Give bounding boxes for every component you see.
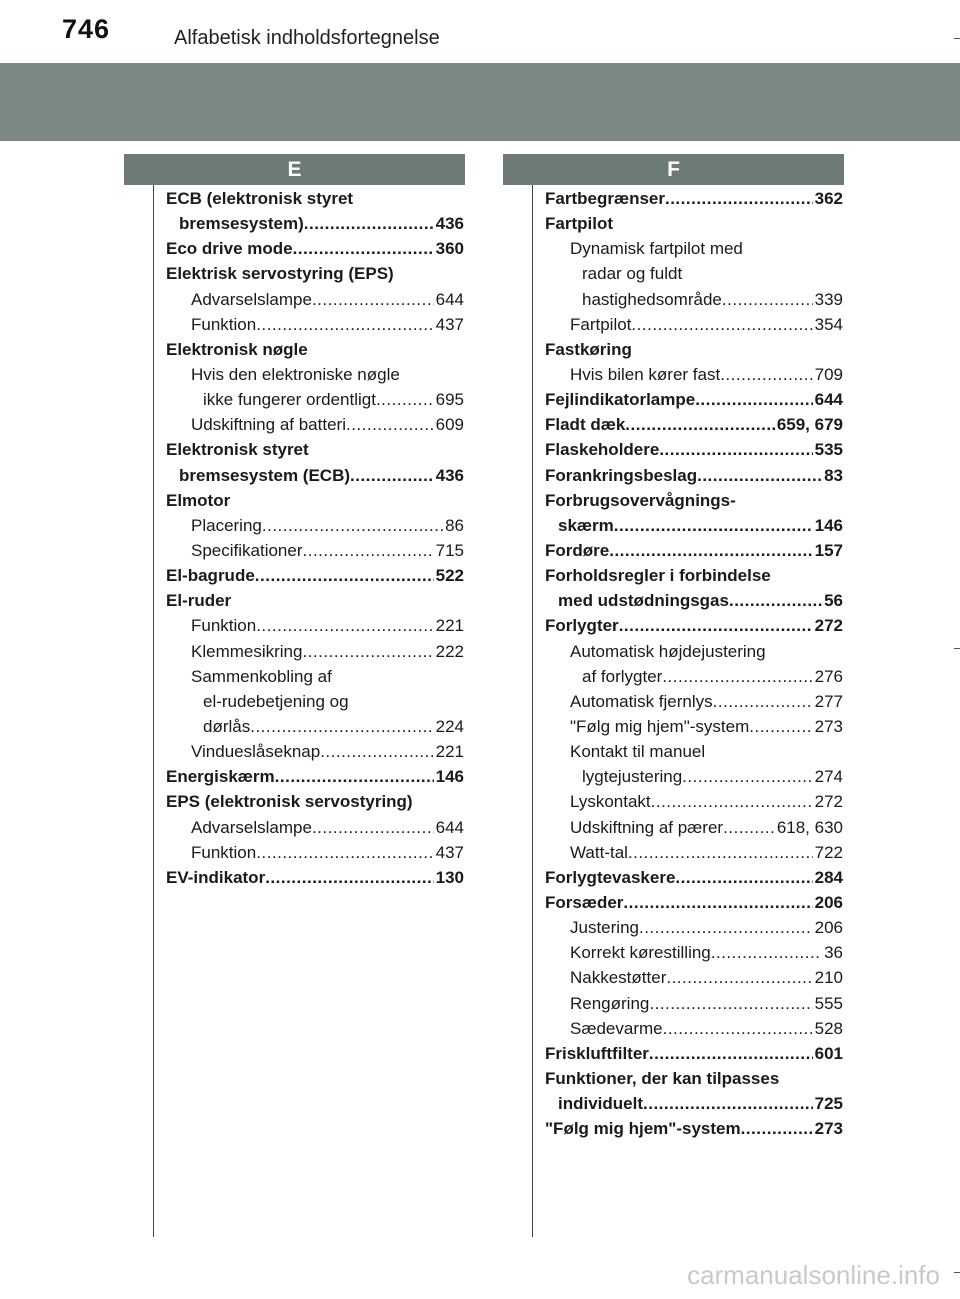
index-page-number: 436 (435, 465, 464, 485)
index-entry-text: radar og fuldt (582, 264, 683, 284)
dot-leader (663, 1016, 813, 1041)
dot-leader (695, 387, 812, 412)
index-entry (545, 689, 843, 714)
index-entry (545, 965, 843, 990)
dot-leader (666, 965, 812, 990)
index-entry-text: Fordøre (545, 540, 610, 560)
index-page-number: 722 (814, 842, 843, 862)
index-entry (545, 789, 843, 814)
index-entry-text: Vindueslåseknap (191, 742, 321, 762)
dot-leader (614, 513, 813, 538)
index-entry (545, 538, 843, 563)
dot-leader (255, 563, 434, 588)
watermark: carmanualsonline.info (687, 1260, 940, 1290)
index-entry (545, 1116, 843, 1141)
index-entry-text: Fartbegrænser (545, 189, 665, 208)
index-entry (545, 915, 843, 940)
index-entry-text: Watt-tal (570, 842, 628, 862)
index-entry-text: Placering (191, 515, 262, 535)
index-entry (545, 815, 843, 840)
index-page-number: 522 (435, 566, 464, 586)
index-entry-text: Funktion (191, 314, 257, 334)
index-entry (545, 337, 843, 362)
index-entry-text: "Følg mig hjem"-system (570, 716, 750, 736)
index-entry (545, 1016, 843, 1041)
index-entry-text: Klemmesikring (191, 641, 303, 661)
dot-leader (256, 613, 433, 638)
index-entry (545, 437, 843, 462)
dot-leader (625, 412, 775, 437)
index-entry (545, 714, 843, 739)
index-entry (545, 940, 843, 965)
page-header (0, 0, 960, 60)
index-entry (166, 513, 464, 538)
index-page-number: 221 (435, 742, 464, 762)
index-entry (166, 463, 464, 488)
index-entry-text: ECB (elektronisk styret (166, 189, 354, 208)
index-entry (545, 1041, 843, 1066)
index-entry-text: lygtejustering (582, 767, 683, 787)
index-page-number: 146 (814, 515, 843, 535)
section-header-f: F (503, 154, 844, 185)
index-entry (545, 991, 843, 1016)
index-page-number: 436 (435, 214, 464, 234)
index-entry (545, 664, 843, 689)
dot-leader (722, 287, 813, 312)
index-entry (166, 764, 464, 789)
index-entry-text: Funktioner, der kan tilpasses (545, 1068, 780, 1088)
index-entry-text: "Følg mig hjem"-system (545, 1119, 741, 1139)
index-page-number: 339 (814, 289, 843, 309)
index-entry (166, 613, 464, 638)
index-entry (545, 312, 843, 337)
dot-leader (662, 664, 812, 689)
index-entry-text: skærm (558, 515, 614, 535)
index-page-number: 695 (435, 390, 464, 410)
index-page-number: 535 (814, 440, 843, 460)
index-entry (166, 236, 464, 261)
index-entry-text: Fartpilot (545, 214, 613, 234)
index-entry (166, 488, 464, 513)
index-page-number: 274 (814, 767, 843, 787)
index-entry-text: Fastkøring (545, 339, 632, 359)
dot-leader (665, 186, 813, 211)
index-entry (166, 639, 464, 664)
dot-leader (713, 689, 813, 714)
index-page-number: 206 (814, 892, 843, 912)
dot-leader (643, 1091, 813, 1116)
index-page-number: 715 (435, 540, 464, 560)
index-entry-text: Elmotor (166, 490, 231, 510)
index-entry-text: Elektronisk styret (166, 440, 309, 460)
index-entry (166, 714, 464, 739)
index-page-number: 601 (814, 1043, 843, 1063)
dot-leader (711, 940, 822, 965)
index-entry-text: Korrekt kørestilling (570, 943, 711, 963)
dot-leader (256, 840, 433, 865)
index-entry-text: Automatisk højdejustering (570, 641, 766, 661)
index-entry (166, 739, 464, 764)
dot-leader (720, 362, 812, 387)
index-entry-text: Fladt dæk (545, 415, 626, 435)
index-entry-text: Funktion (191, 842, 257, 862)
index-page-number: 273 (814, 1119, 843, 1139)
dot-leader (250, 714, 433, 739)
crop-mark (954, 648, 960, 649)
index-entry (545, 764, 843, 789)
dot-leader (346, 412, 434, 437)
index-entry-text: individuelt (558, 1094, 643, 1114)
dot-leader (628, 840, 813, 865)
page-number: 746 (62, 14, 111, 44)
index-page-number: 273 (814, 716, 843, 736)
index-entry-text: Energiskærm (166, 767, 275, 787)
dot-leader (312, 815, 434, 840)
index-entry-text: el-rudebetjening og (203, 691, 349, 711)
index-entry (545, 639, 843, 664)
index-entry (545, 287, 843, 312)
index-entry-text: Rengøring (570, 993, 650, 1013)
index-page-number: 618, 630 (776, 817, 843, 837)
index-page-number: 362 (814, 189, 843, 208)
index-entry (545, 211, 843, 236)
index-entry (166, 412, 464, 437)
dot-leader (675, 865, 812, 890)
index-page-number: 130 (435, 867, 464, 887)
dot-leader (682, 764, 812, 789)
crop-mark (954, 1272, 960, 1273)
page-title: Alfabetisk indholdsfortegnelse (174, 27, 440, 49)
index-entry (545, 488, 843, 513)
index-page-number: 276 (814, 666, 843, 686)
dot-leader (631, 312, 812, 337)
index-entry-text: Lyskontakt (570, 792, 651, 812)
index-entry-text: Udskiftning af pærer (570, 817, 724, 837)
index-page-number: 157 (814, 540, 843, 560)
index-entry-text: Advarselslampe (191, 817, 312, 837)
index-entry (545, 362, 843, 387)
index-entry-text: Sædevarme (570, 1018, 663, 1038)
column-divider-f (532, 185, 533, 1237)
index-column-e (166, 186, 464, 890)
index-entry (545, 1066, 843, 1091)
index-entry (545, 412, 843, 437)
index-page-number: 221 (435, 616, 464, 636)
index-entry-text: Sammenkobling af (191, 666, 332, 686)
index-entry (545, 236, 843, 261)
index-entry (545, 1091, 843, 1116)
index-page-number: 210 (814, 968, 843, 988)
section-header-e: E (124, 154, 465, 185)
index-entry-text: Kontakt til manuel (570, 742, 706, 762)
index-page-number: 437 (435, 314, 464, 334)
index-entry (166, 865, 464, 890)
index-page-number: 277 (814, 691, 843, 711)
dot-leader (649, 991, 812, 1016)
index-page-number: 354 (814, 314, 843, 334)
index-page-number: 272 (814, 616, 843, 636)
dot-leader (350, 463, 434, 488)
index-entry (166, 563, 464, 588)
index-entry-text: Forlygter (545, 616, 619, 636)
dot-leader (609, 538, 812, 563)
dot-leader (256, 312, 433, 337)
index-entry-text: Forlygtevaskere (545, 867, 676, 887)
dot-leader (312, 287, 434, 312)
dot-leader (729, 588, 822, 613)
index-entry-text: dørlås (203, 716, 251, 736)
index-page-number: 86 (445, 515, 464, 535)
index-entry-text: Forsæder (545, 892, 624, 912)
index-page-number: 284 (814, 867, 843, 887)
index-entry (545, 261, 843, 286)
index-entry-text: Automatisk fjernlys (570, 691, 713, 711)
dot-leader (320, 739, 433, 764)
index-entry (166, 287, 464, 312)
index-entry-text: af forlygter (582, 666, 663, 686)
index-entry-text: Friskluftfilter (545, 1043, 649, 1063)
index-entry-text: Funktion (191, 616, 257, 636)
index-entry-text: bremsesystem (ECB) (179, 465, 351, 485)
index-entry (545, 890, 843, 915)
dot-leader (265, 865, 433, 890)
index-entry (166, 186, 464, 211)
index-entry-text: Justering (570, 918, 639, 938)
index-entry-text: Elektronisk nøgle (166, 339, 308, 359)
dot-leader (659, 437, 812, 462)
index-entry-text: Udskiftning af batteri (191, 415, 346, 435)
index-page-number: 659, 679 (776, 415, 843, 435)
dot-leader (723, 815, 775, 840)
index-entry (545, 865, 843, 890)
index-page-number: 222 (435, 641, 464, 661)
index-entry-text: Advarselslampe (191, 289, 312, 309)
header-band (0, 63, 960, 141)
index-entry (166, 211, 464, 236)
index-entry-text: Flaskeholdere (545, 440, 660, 460)
index-entry-text: Forbrugsovervågnings- (545, 490, 736, 510)
dot-leader (639, 915, 813, 940)
dot-leader (275, 764, 434, 789)
index-entry (545, 563, 843, 588)
index-entry (166, 261, 464, 286)
index-page-number: 360 (435, 239, 464, 259)
index-page-number: 555 (814, 993, 843, 1013)
index-page-number: 709 (814, 364, 843, 384)
dot-leader (304, 211, 434, 236)
index-entry-text: Elektrisk servostyring (EPS) (166, 264, 394, 284)
index-entry-text: Fejlindikatorlampe (545, 390, 696, 410)
dot-leader (376, 387, 434, 412)
index-page-number: 644 (435, 289, 464, 309)
index-entry (166, 337, 464, 362)
index-entry-text: EPS (elektronisk servostyring) (166, 792, 413, 812)
dot-leader (649, 1041, 813, 1066)
dot-leader (749, 714, 812, 739)
index-entry (166, 815, 464, 840)
dot-leader (619, 613, 813, 638)
index-page-number: 528 (814, 1018, 843, 1038)
dot-leader (623, 890, 812, 915)
index-entry (545, 463, 843, 488)
index-entry (545, 739, 843, 764)
index-entry-text: El-ruder (166, 591, 232, 611)
dot-leader (302, 639, 433, 664)
index-page-number: 644 (435, 817, 464, 837)
index-entry (166, 437, 464, 462)
index-entry-text: Forankringsbeslag (545, 465, 698, 485)
index-entry (545, 387, 843, 412)
index-page-number: 437 (435, 842, 464, 862)
index-entry (545, 840, 843, 865)
index-entry-text: ikke fungerer ordentligt (203, 390, 376, 410)
index-entry (545, 588, 843, 613)
column-divider-e (153, 185, 154, 1237)
index-page-number: 272 (814, 792, 843, 812)
index-page-number: 725 (814, 1094, 843, 1114)
index-entry (166, 387, 464, 412)
index-page-number: 83 (824, 465, 843, 485)
index-entry (166, 664, 464, 689)
index-page-number: 206 (814, 918, 843, 938)
index-entry-text: Hvis den elektroniske nøgle (191, 364, 400, 384)
index-column-f (545, 186, 843, 1141)
index-entry (166, 538, 464, 563)
index-entry (166, 689, 464, 714)
index-entry (166, 588, 464, 613)
index-entry-text: Dynamisk fartpilot med (570, 239, 743, 259)
index-entry (166, 840, 464, 865)
index-entry-text: EV-indikator (166, 867, 266, 887)
index-page-number: 146 (435, 767, 464, 787)
dot-leader (293, 236, 434, 261)
index-entry (166, 312, 464, 337)
index-entry (166, 789, 464, 814)
index-entry-text: Hvis bilen kører fast (570, 364, 721, 384)
dot-leader (651, 789, 813, 814)
crop-mark (954, 38, 960, 39)
index-entry-text: bremsesystem) (179, 214, 304, 234)
dot-leader (262, 513, 443, 538)
index-entry (545, 513, 843, 538)
index-entry-text: hastighedsområde (582, 289, 722, 309)
index-page-number: 56 (824, 591, 843, 611)
dot-leader (697, 463, 822, 488)
index-entry-text: med udstødningsgas (558, 591, 729, 611)
dot-leader (741, 1116, 813, 1141)
index-entry-text: Fartpilot (570, 314, 632, 334)
index-page-number: 609 (435, 415, 464, 435)
index-entry-text: Specifikationer (191, 540, 303, 560)
index-entry (545, 186, 843, 211)
index-entry-text: El-bagrude (166, 566, 255, 586)
index-page-number: 36 (824, 943, 843, 963)
index-entry (545, 613, 843, 638)
index-page-number: 224 (435, 716, 464, 736)
index-entry (166, 362, 464, 387)
dot-leader (303, 538, 434, 563)
index-entry-text: Nakkestøtter (570, 968, 667, 988)
index-page-number: 644 (814, 390, 843, 410)
index-entry-text: Forholdsregler i forbindelse (545, 566, 771, 586)
index-entry-text: Eco drive mode (166, 239, 293, 259)
